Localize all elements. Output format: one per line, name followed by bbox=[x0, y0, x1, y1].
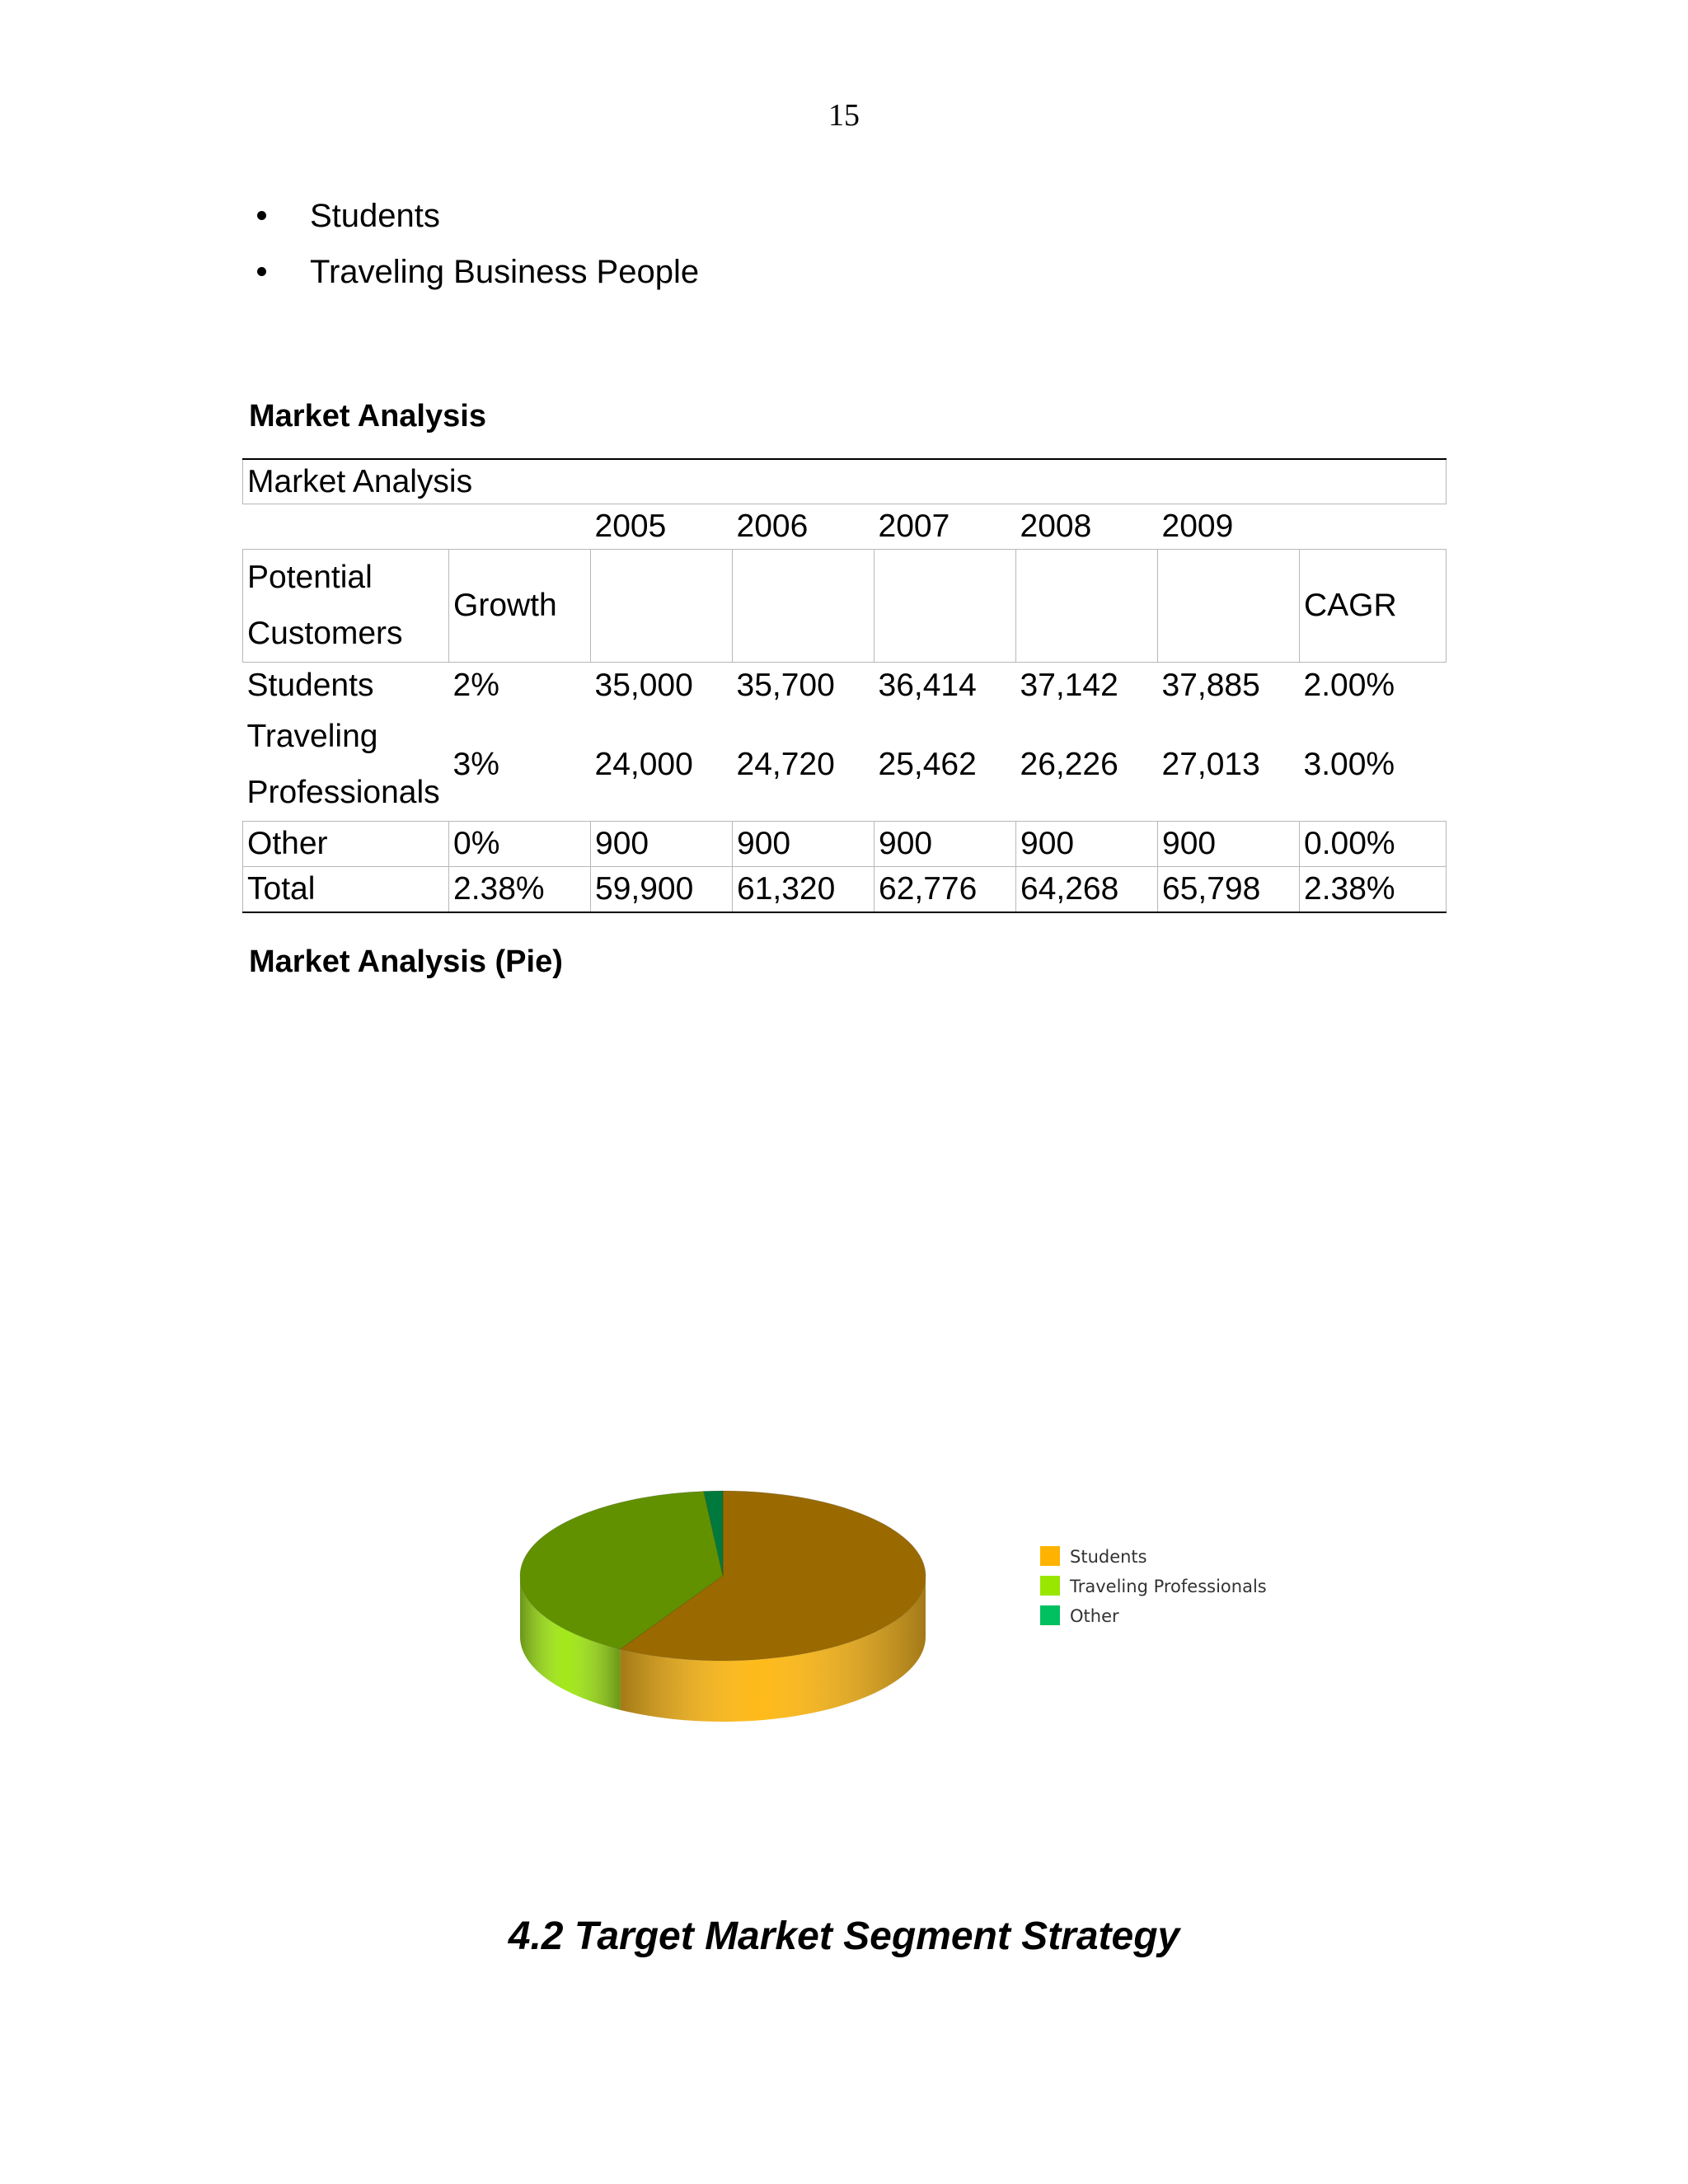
row-value: 27,013 bbox=[1161, 747, 1260, 782]
legend-swatch bbox=[1040, 1576, 1060, 1596]
row-value: 900 bbox=[1016, 822, 1158, 867]
year-header: 2005 bbox=[594, 509, 667, 544]
row-value: 900 bbox=[874, 822, 1016, 867]
row-cagr: 2.38% bbox=[1300, 867, 1447, 913]
legend-label: Students bbox=[1070, 1547, 1147, 1567]
row-value: 37,142 bbox=[1020, 668, 1118, 703]
bullet-text: Traveling Business People bbox=[310, 254, 700, 290]
row-value: 24,720 bbox=[736, 747, 835, 782]
row-growth: 3% bbox=[452, 747, 499, 782]
row-value: 24,000 bbox=[594, 747, 693, 782]
growth-header: Growth bbox=[449, 550, 591, 663]
year-header: 2009 bbox=[1161, 509, 1234, 544]
row-name: Other bbox=[243, 822, 449, 867]
row-value: 62,776 bbox=[874, 867, 1016, 913]
year-header: 2008 bbox=[1020, 509, 1092, 544]
row-cagr: 3.00% bbox=[1303, 747, 1395, 782]
row-value: 65,798 bbox=[1158, 867, 1300, 913]
row-value: 59,900 bbox=[591, 867, 733, 913]
row-value: 35,000 bbox=[594, 668, 693, 703]
row-value: 37,885 bbox=[1161, 668, 1260, 703]
market-analysis-heading: Market Analysis bbox=[249, 399, 486, 434]
legend-label: Traveling Professionals bbox=[1070, 1577, 1267, 1596]
row-growth: 2% bbox=[452, 668, 499, 703]
row-value: 26,226 bbox=[1020, 747, 1118, 782]
table-title: Market Analysis bbox=[243, 459, 1447, 504]
page-number: 15 bbox=[828, 98, 860, 133]
row-growth: 2.38% bbox=[449, 867, 591, 913]
row-value: 900 bbox=[591, 822, 733, 867]
row-value: 36,414 bbox=[878, 668, 977, 703]
row-value: 900 bbox=[1158, 822, 1300, 867]
row-growth: 0% bbox=[449, 822, 591, 867]
legend-swatch bbox=[1040, 1546, 1060, 1566]
row-value: 900 bbox=[733, 822, 874, 867]
row-value: 25,462 bbox=[878, 747, 977, 782]
cagr-header: CAGR bbox=[1300, 550, 1447, 663]
legend-swatch bbox=[1040, 1605, 1060, 1625]
section-heading-4-2: 4.2 Target Market Segment Strategy bbox=[508, 1915, 1180, 1958]
row-value: 61,320 bbox=[733, 867, 874, 913]
legend-label: Other bbox=[1070, 1606, 1119, 1626]
row-value: 35,700 bbox=[736, 668, 835, 703]
row-value: 64,268 bbox=[1016, 867, 1158, 913]
row-cagr: 2.00% bbox=[1303, 668, 1395, 703]
pie-heading: Market Analysis (Pie) bbox=[249, 944, 563, 979]
row-cagr: 0.00% bbox=[1300, 822, 1447, 867]
row-name: Total bbox=[243, 867, 449, 913]
bullet-text: Students bbox=[310, 198, 440, 234]
row-name: Students bbox=[246, 668, 374, 703]
year-header: 2006 bbox=[736, 509, 809, 544]
potential-customers-header: Potential Customers bbox=[243, 550, 449, 663]
year-header: 2007 bbox=[878, 509, 950, 544]
row-name: Traveling Professionals bbox=[246, 719, 440, 810]
